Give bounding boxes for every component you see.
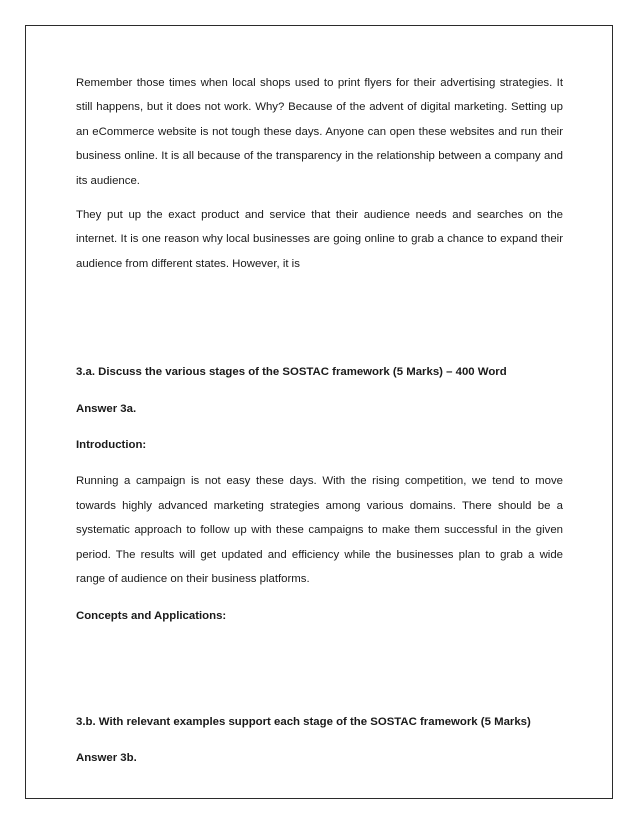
spacer [76, 592, 563, 604]
question-3b-heading: 3.b. With relevant examples support each stage of the SOSTAC framework (5 Marks) [76, 715, 531, 728]
intro-paragraph-2: They put up the exact product and service that their audience needs and searches on the internet. It is one reason why local businesses are going online to grab a chance to expand their audience from different states. However, it is [76, 209, 563, 270]
spacer [76, 734, 563, 746]
spacer [76, 193, 563, 203]
concepts-heading: Concepts and Applications: [76, 609, 227, 622]
answer-3b-label: Answer 3b. [76, 752, 137, 765]
spacer [76, 457, 563, 469]
spacer [76, 385, 563, 397]
introduction-heading: Introduction: [76, 439, 147, 452]
question-3a-heading: 3.a. Discuss the various stages of the SOSTAC framework (5 Marks) – 400 Word [76, 366, 507, 379]
intro-paragraph-1: Remember those times when local shops used to print flyers for their advertising strategies. It still happens, but it does not work. Why? Because of the advent of digital marketing. Setting up an eCommerce website is not tough these days. Anyone can open these websites and run their business online. It is all because of the transparency in the relationship between a company and its audience. [76, 77, 563, 187]
introduction-paragraph: Running a campaign is not easy these days. With the rising competition, we tend to move towards highly advanced marketing strategies among various domains. There should be a systematic approach to follow up with these campaigns to make them successful in the given period. The results will get updated and efficiency while the businesses plan to grab a wide range of audience on their business platforms. [76, 475, 563, 586]
spacer [76, 628, 563, 710]
spacer [76, 421, 563, 433]
spacer [76, 276, 563, 360]
answer-3a-label: Answer 3a. [76, 402, 137, 415]
document-body [76, 71, 563, 771]
